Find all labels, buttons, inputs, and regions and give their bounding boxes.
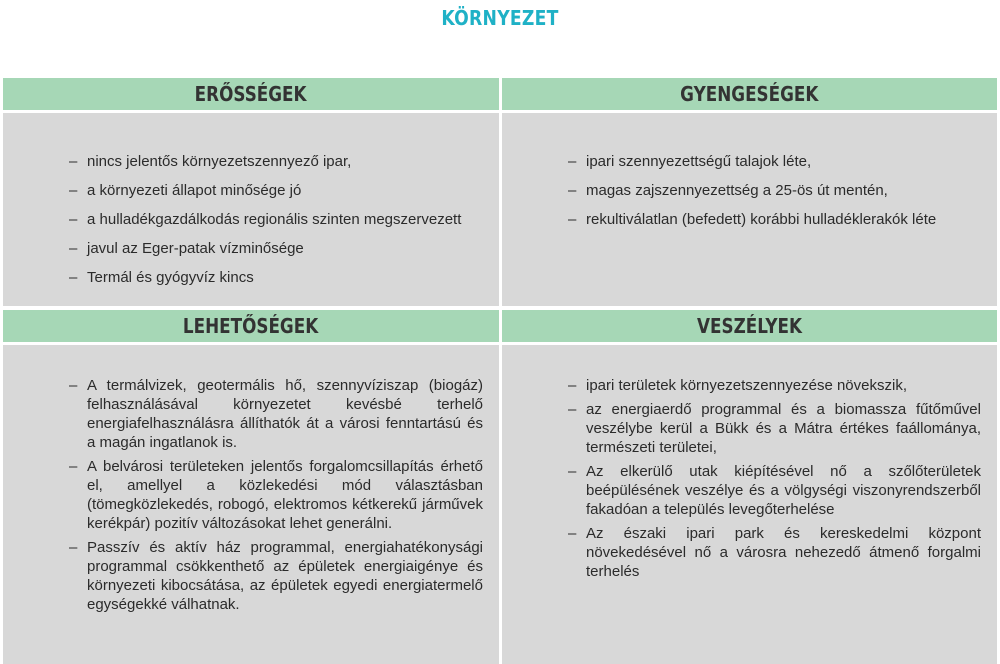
threats-quadrant [502, 310, 997, 664]
threats-heading-text: VESZÉLYEK [696, 314, 802, 338]
strengths-body [3, 113, 499, 306]
threats-heading [502, 310, 997, 342]
weaknesses-heading-text: GYENGESÉGEK [680, 82, 819, 106]
page-title: KÖRNYEZET [441, 6, 559, 30]
list-item: – nincs jelentős környezetszennyező ipar, [69, 147, 469, 176]
list-item: – a környezeti állapot minősége jó [69, 176, 469, 205]
strengths-heading-text: ERŐSSÉGEK [195, 82, 307, 106]
list-item: – Az elkerülő utak kiépítésével nő a szőlőterületek beépülésének veszélye és a völgységi viszonyrendszerből fakadóan a település levegőterhelése [568, 462, 981, 519]
list-item: – ipari szennyezettségű talajok léte, [568, 147, 968, 176]
swot-grid [3, 78, 997, 664]
list-item: – Az északi ipari park és kereskedelmi központ növekedésével nő a városra nehezedő átmenő forgalmi terhelés [568, 524, 981, 581]
list-item: – magas zajszennyezettség a 25-ös út mentén, [568, 176, 968, 205]
list-item: – javul az Eger-patak vízminősége [69, 234, 469, 263]
list-item: – Passzív és aktív ház programmal, energiahatékonysági programmal csökkenthető az épületek energiaigénye és környezeti kibocsátása, az épületek egyedi energiatermelő egységekké válhatnak. [69, 538, 483, 614]
opportunities-heading-text: LEHETŐSÉGEK [183, 314, 319, 338]
opportunities-body [3, 345, 499, 664]
opportunities-heading [3, 310, 499, 342]
threats-list [568, 376, 981, 581]
opportunities-quadrant [3, 310, 499, 664]
list-item: – A termálvizek, geotermális hő, szennyvíziszap (biogáz) felhasználásával környezetet kevésbé terhelő energiafelhasználásra állíthatók át a városi fenntartású és a magán ingatlanok is. [69, 376, 483, 452]
strengths-list [69, 147, 469, 292]
list-item: – az energiaerdő programmal és a biomassza fűtőművel veszélybe kerül a Bükk és a Mátra értékes faállománya, természeti területei, [568, 400, 981, 457]
opportunities-list [69, 376, 483, 614]
list-item: – rekultiválatlan (befedett) korábbi hulladéklerakók léte [568, 205, 968, 234]
weaknesses-body [502, 113, 997, 306]
threats-body [502, 345, 997, 664]
list-item: – a hulladékgazdálkodás regionális szinten megszervezett [69, 205, 469, 234]
list-item: – A belvárosi területeken jelentős forgalomcsillapítás érhető el, amellyel a közlekedési mód választásban (tömegközlekedés, robogó, elektromos kétkerekű járművek kerékpár) pozitív változásokat lehet generálni. [69, 457, 483, 533]
weaknesses-quadrant [502, 78, 997, 306]
weaknesses-heading [502, 78, 997, 110]
strengths-heading [3, 78, 499, 110]
list-item: – Termál és gyógyvíz kincs [69, 263, 469, 292]
weaknesses-list [568, 147, 968, 234]
strengths-quadrant [3, 78, 499, 306]
list-item: – ipari területek környezetszennyezése növekszik, [568, 376, 981, 395]
